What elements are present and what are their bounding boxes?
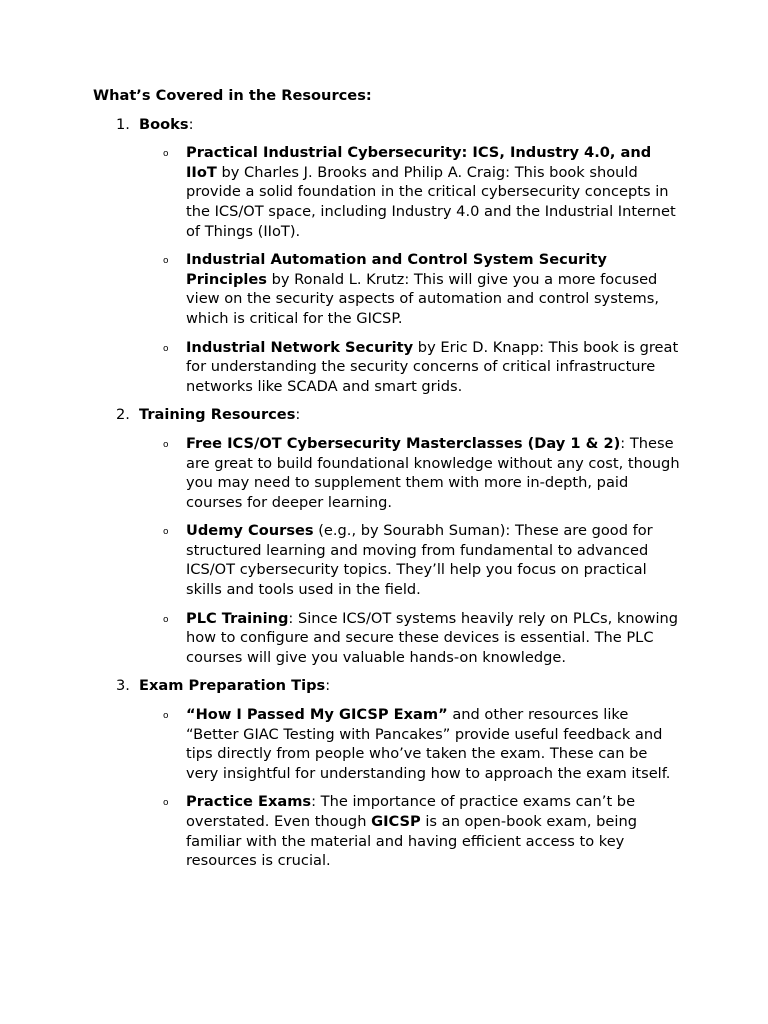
item-text: and other resources like “Better GIAC Testing with Pancakes” provide useful feedback and tips directly from people who’ve taken the exam. These can be very insightful for understanding how to approach the exam itself. xyxy=(186,706,671,782)
item-text: : Since ICS/OT systems heavily rely on PLCs, knowing how to configure and secure these devices is essential. The PLC courses will give you valuable hands-on knowledge. xyxy=(186,609,679,666)
list-number: 2. xyxy=(116,406,130,424)
section-colon: : xyxy=(325,677,331,695)
item-text: by Eric D. Knapp: This book is great for understanding the security concerns of critical infrastructure networks like SCADA and smart grids. xyxy=(186,338,679,395)
item-title: “How I Passed My GICSP Exam” xyxy=(186,706,448,724)
list-item xyxy=(93,338,682,397)
item-text: by Charles J. Brooks and Philip A. Craig: This book should provide a solid foundation in the critical cybersecurity concepts in the ICS/OT space, including Industry 4.0 and the Industrial Internet of Things (IIoT). xyxy=(186,163,676,240)
section-header xyxy=(93,115,683,135)
list-item xyxy=(93,521,682,599)
item-text: : The importance of practice exams can’t be overstated. Even though xyxy=(186,793,636,830)
item-title: Udemy Courses xyxy=(186,522,314,540)
item-text: (e.g., by Sourabh Suman): These are good for structured learning and moving from fundamental to advanced ICS/OT cybersecurity topics. They’ll help you focus on practical skills and tools used in the field. xyxy=(186,522,653,599)
list-item xyxy=(93,609,682,668)
item-text: by Ronald L. Krutz: This will give you a more focused view on the security aspects of automation and control systems, which is critical for the GICSP. xyxy=(186,270,659,327)
list-item xyxy=(93,250,682,328)
list-item xyxy=(93,434,682,512)
item-text: : These are great to build foundational knowledge without any cost, though you may need to supplement them with more in-depth, paid courses for deeper learning. xyxy=(186,434,680,511)
section-header xyxy=(93,676,683,696)
bullet-icon: o xyxy=(163,614,169,625)
list-section-training xyxy=(93,405,683,667)
item-text-continued: is an open-book exam, being familiar with the material and having efficient access to key resources is crucial. xyxy=(186,813,637,870)
item-title: Free ICS/OT Cybersecurity Masterclasses (Day 1 & 2) xyxy=(186,434,621,452)
document-page xyxy=(93,86,683,880)
bullet-icon: o xyxy=(163,256,169,267)
item-title: Industrial Automation and Control System Security Principles xyxy=(186,251,607,288)
section-title: Training Resources xyxy=(139,406,296,424)
bullet-icon: o xyxy=(163,343,169,354)
item-title: Practice Exams xyxy=(186,793,312,811)
section-title: Exam Preparation Tips xyxy=(139,677,326,695)
section-colon: : xyxy=(188,115,194,133)
list-section-books xyxy=(93,115,683,397)
list-item xyxy=(93,143,682,241)
item-emphasis: GICSP xyxy=(371,813,421,830)
list-item xyxy=(93,792,682,870)
bullet-icon: o xyxy=(163,711,169,722)
section-title: Books xyxy=(139,115,189,133)
bullet-icon: o xyxy=(163,149,169,160)
list-number: 3. xyxy=(116,677,130,695)
bullet-icon: o xyxy=(163,527,169,538)
list-section-exam-prep xyxy=(93,676,683,870)
section-heading: What’s Covered in the Resources: xyxy=(93,87,372,104)
section-header xyxy=(93,405,683,425)
list-number: 1. xyxy=(116,115,130,133)
item-title: Practical Industrial Cybersecurity: ICS, Industry 4.0, and IIoT xyxy=(186,144,652,181)
bullet-icon: o xyxy=(163,439,169,450)
list-item xyxy=(93,705,682,783)
item-title: PLC Training xyxy=(186,609,289,627)
item-title: Industrial Network Security xyxy=(186,338,414,356)
section-colon: : xyxy=(295,406,301,424)
bullet-icon: o xyxy=(163,798,169,809)
